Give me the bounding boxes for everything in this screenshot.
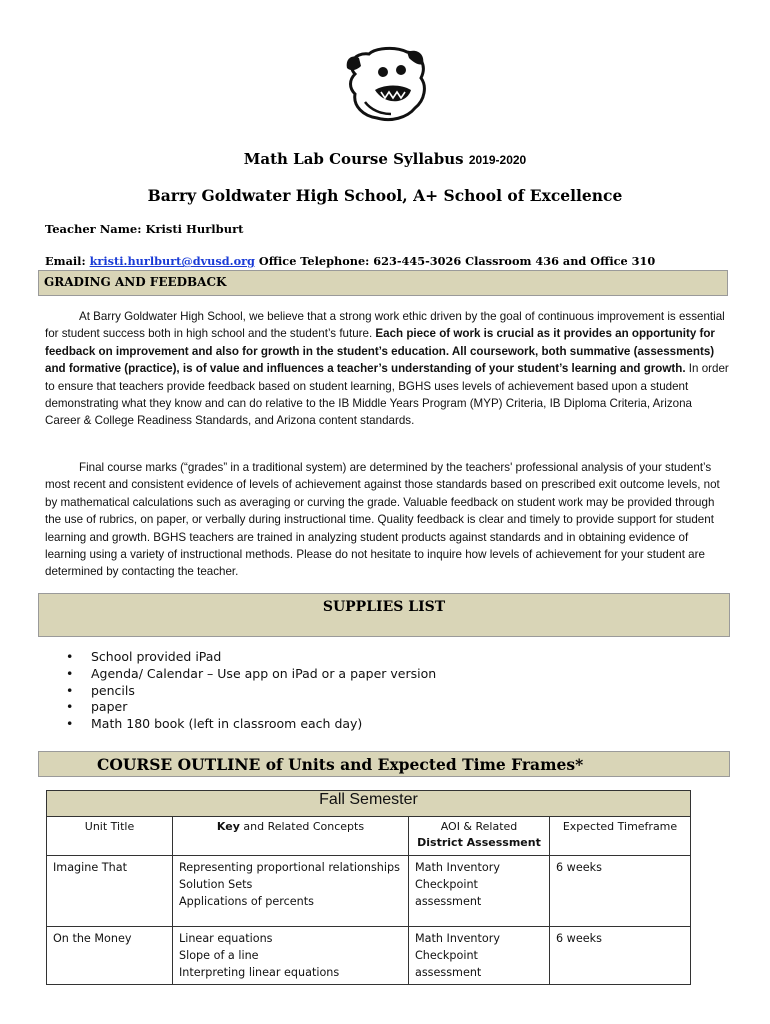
unit-assessments: Math Inventory Checkpoint assessment xyxy=(409,856,550,927)
supplies-heading: SUPPLIES LIST xyxy=(38,593,730,637)
unit-title: Imagine That xyxy=(47,856,173,927)
col-expected-timeframe: Expected Timeframe xyxy=(550,817,691,856)
grading-paragraph-2: Final course marks (“grades” in a traditional system) are determined by the teachers' professional analysis of your student’s most recent and consistent evidence of levels of achievement against those standards based on prescribed exit outcome levels, not by mathematical calculations such as averaging or curving the grade. Valuable feedback on student work may be provided through the use of rubrics, on paper, or verbally during instructional time. Quality feedback is clear and timely to provide support for student learning and growth. BGHS teachers are trained in analyzing student products against standards and in obtaining evidence of learning using a variety of instructional methods. Please do not hesitate to inquire how levels of achievement for your student are determined by contacting the teacher. xyxy=(45,461,720,579)
grading-heading: GRADING AND FEEDBACK xyxy=(38,270,728,296)
list-item: • Math 180 book (left in classroom each day) xyxy=(66,716,436,733)
col-key-concepts: Key and Related Concepts xyxy=(173,817,409,856)
units-table xyxy=(46,790,691,985)
course-outline-heading: COURSE OUTLINE of Units and Expected Time Frames* xyxy=(38,751,730,777)
email-label: Email: xyxy=(45,254,86,268)
unit-concepts: Linear equations Slope of a line Interpreting linear equations xyxy=(173,927,409,985)
unit-concepts: Representing proportional relationships Solution Sets Applications of percents xyxy=(173,856,409,927)
list-item: • paper xyxy=(66,699,436,716)
table-row xyxy=(47,856,691,927)
unit-title: On the Money xyxy=(47,927,173,985)
teacher-name: Teacher Name: Kristi Hurlburt xyxy=(45,222,244,236)
course-title: Math Lab Course Syllabus 2019-2020 xyxy=(243,150,527,168)
email-link[interactable]: kristi.hurlburt@dvusd.org xyxy=(89,254,255,268)
list-item: • Agenda/ Calendar – Use app on iPad or a paper version xyxy=(66,666,436,683)
office-info: Office Telephone: 623-445-3026 Classroom 436 and Office 310 xyxy=(258,254,656,268)
list-item: • pencils xyxy=(66,683,436,700)
unit-assessments: Math Inventory Checkpoint assessment xyxy=(409,927,550,985)
school-year: 2019-2020 xyxy=(468,153,527,167)
table-row xyxy=(47,927,691,985)
contact-line xyxy=(45,254,655,268)
unit-timeframe: 6 weeks xyxy=(550,927,691,985)
semester-title: Fall Semester xyxy=(47,791,691,817)
grading-paragraph-1: At Barry Goldwater High School, we believe that a strong work ethic driven by the goal of continuous improvement is essential for student success both in high school and the student’s future. Each piece of work is crucial as it provides an opportunity for feedback on improvement and also for growth in the student’s education. All coursework, both summative (assessments) and formative (practice), is of value and influences a teacher’s understanding of your student’s learning and growth. In order to ensure that teachers provide feedback based on student learning, BGHS uses levels of achievement based upon a student demonstrating what they know and can do relative to the IB Middle Years Program (MYP) Criteria, IB Diploma Criteria, Arizona Career & College Readiness Standards, and Arizona content standards. xyxy=(45,310,729,428)
list-item: • School provided iPad xyxy=(66,649,436,666)
bulldog-mascot-icon xyxy=(335,44,435,124)
supplies-list xyxy=(66,649,436,733)
school-name: Barry Goldwater High School, A+ School of Excellence xyxy=(147,186,623,205)
unit-timeframe: 6 weeks xyxy=(550,856,691,927)
col-aoi-assessment: AOI & Related District Assessment xyxy=(409,817,550,856)
col-unit-title: Unit Title xyxy=(47,817,173,856)
